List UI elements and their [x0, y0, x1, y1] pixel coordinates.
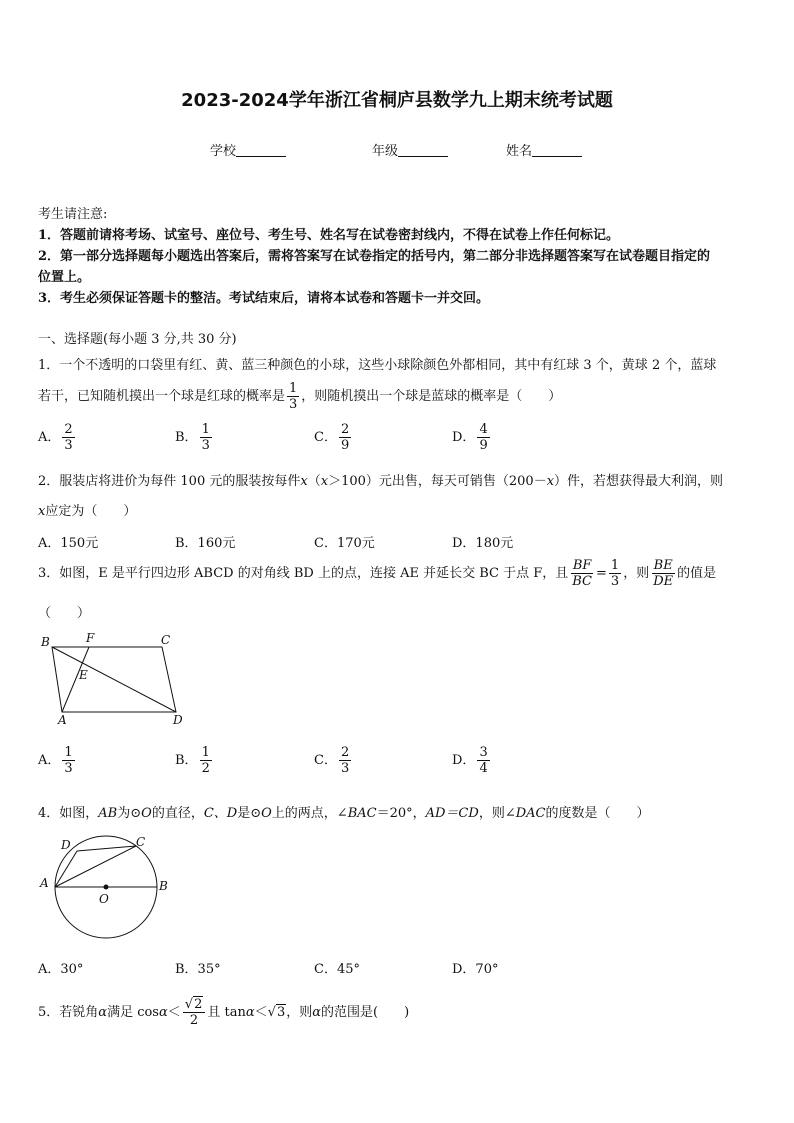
- frac-num: BF: [572, 558, 592, 573]
- frac-num: BE: [653, 558, 673, 573]
- notice-item-3: 3．考生必须保证答题卡的整洁。考试结束后，请将本试卷和答题卡一并交回。: [38, 291, 490, 306]
- q1-option-c[interactable]: [314, 422, 353, 453]
- option-label: D．: [452, 430, 476, 445]
- q4-var: AD＝CD: [425, 806, 479, 821]
- q1-option-a[interactable]: [38, 422, 77, 453]
- notice-heading: 考生请注意:: [38, 207, 108, 222]
- q4-text: 上的两点，∠: [271, 806, 348, 821]
- q5-line1: [38, 993, 409, 1033]
- q5-var: α: [98, 1005, 108, 1020]
- label-a: A: [58, 713, 67, 727]
- q3-option-c[interactable]: [314, 745, 353, 776]
- grade-field: [372, 140, 448, 159]
- frac-den: DE: [653, 574, 674, 589]
- school-field: [210, 140, 286, 159]
- q2-text: ＞100）元出售，每天可销售（200－: [328, 474, 547, 489]
- label-o: O: [99, 892, 109, 906]
- q3-option-d[interactable]: [452, 745, 492, 776]
- q5-var: α: [312, 1005, 322, 1020]
- option-label: A．: [38, 430, 61, 445]
- q2-var: x: [546, 474, 555, 489]
- frac-den: 3: [64, 761, 73, 776]
- q4-option-b[interactable]: B．35°: [175, 962, 221, 977]
- q4-circle-figure: [36, 832, 176, 944]
- q2-option-a[interactable]: A．150元: [38, 536, 99, 551]
- frac-num: 1: [201, 422, 210, 437]
- frac-num: 2: [340, 422, 350, 437]
- label-d: D: [173, 713, 183, 727]
- q4-option-c[interactable]: C．45°: [314, 962, 360, 977]
- q3-parallelogram-figure: [38, 628, 198, 728]
- q1-line2-text: 若干，已知随机摸出一个球是红球的概率是: [38, 389, 286, 404]
- q5-var: α: [158, 1005, 168, 1020]
- label-f: F: [86, 631, 95, 645]
- q3-text: 3．如图，E 是平行四边形 ABCD 的对角线 BD 上的点，连接 AE 并延长交 BC 于点 F，且: [38, 566, 569, 581]
- label-b: B: [159, 879, 168, 893]
- label-c: C: [161, 633, 171, 647]
- q4-text: 为⊙: [117, 806, 142, 821]
- frac-num: 1: [201, 745, 210, 760]
- option-label: B．: [175, 753, 198, 768]
- frac-den: 2: [201, 761, 210, 776]
- frac-den: 4: [479, 761, 488, 776]
- q1-fraction: [287, 381, 299, 412]
- frac-num: 4: [479, 422, 488, 437]
- frac-num: 1: [610, 558, 620, 573]
- q4-line1: [38, 802, 650, 821]
- q3-line2: （ ）: [38, 606, 91, 621]
- q1-option-d[interactable]: [452, 422, 492, 453]
- q4-text: 的直径，: [151, 806, 204, 821]
- frac-num: 3: [479, 745, 488, 760]
- option-label: A．: [38, 753, 61, 768]
- q4-option-a[interactable]: A．30°: [38, 962, 84, 977]
- option-fraction: [62, 745, 74, 776]
- school-label: 学校: [210, 144, 237, 159]
- option-fraction: [477, 745, 489, 776]
- frac-den: 3: [340, 761, 350, 776]
- q1-line2: [38, 380, 561, 414]
- option-label: C．: [314, 753, 337, 768]
- q1-line2-end: ，则随机摸出一个球是蓝球的概率是（ ）: [301, 389, 562, 404]
- q2-option-b[interactable]: B．160元: [175, 536, 236, 551]
- center-point: [104, 885, 109, 890]
- q5-text: ，则: [286, 1005, 313, 1020]
- q5-sqrt: √3: [267, 1005, 286, 1020]
- q2-var: x: [320, 474, 329, 489]
- diagonal-bd: [52, 647, 176, 712]
- q4-text: ，则∠: [478, 806, 516, 821]
- name-field: [506, 140, 582, 159]
- q2-text: ）件，若想获得最大利润，则: [554, 474, 724, 489]
- frac-den: 3: [64, 438, 73, 453]
- q2-var: x: [38, 504, 46, 519]
- page-title: 2023-2024学年浙江省桐庐县数学九上期末统考试题: [181, 90, 613, 111]
- label-e: E: [79, 668, 88, 682]
- q5-text: 且 tan: [207, 1005, 246, 1020]
- name-label: 姓名: [506, 144, 533, 159]
- option-label: B．: [175, 430, 198, 445]
- label-c: C: [136, 835, 146, 849]
- frac-den: 9: [340, 438, 350, 453]
- q5-text: ＜: [167, 1005, 181, 1020]
- grade-blank[interactable]: [398, 144, 448, 157]
- q2-option-d[interactable]: D．180元: [452, 536, 514, 551]
- frac-num: √2: [183, 997, 206, 1013]
- q4-var: BAC: [347, 806, 377, 821]
- grade-label: 年级: [372, 144, 399, 159]
- q2-var: x: [300, 474, 308, 489]
- section-heading: 一、选择题(每小题 3 分,共 30 分): [38, 332, 237, 347]
- frac-den: 2: [189, 1013, 199, 1028]
- q5-text: 的范围是( ): [321, 1005, 410, 1020]
- q3-frac-one-third: [609, 558, 621, 589]
- q1-frac-den: 3: [289, 397, 298, 412]
- frac-den: 9: [479, 438, 488, 453]
- q1-frac-num: 1: [289, 381, 298, 396]
- q3-line1: [38, 557, 716, 591]
- frac-num: 2: [64, 422, 73, 437]
- sqrt-radicand: 3: [276, 1005, 286, 1020]
- frac-num: 1: [64, 745, 73, 760]
- label-d: D: [61, 838, 71, 852]
- school-blank[interactable]: [236, 144, 286, 157]
- q2-text: 2．服装店将进价为每件 100 元的服装按每件: [38, 474, 301, 489]
- q4-text: 的度数是（ ）: [545, 806, 650, 821]
- option-fraction: [62, 422, 74, 453]
- frac-den: 3: [610, 574, 620, 589]
- q4-option-d[interactable]: D．70°: [452, 962, 499, 977]
- q4-text: ＝20°，: [376, 806, 426, 821]
- option-fraction: [200, 422, 212, 453]
- q2-line1: [38, 470, 723, 489]
- label-b: B: [41, 635, 50, 649]
- q4-var: DAC: [515, 806, 546, 821]
- notice-item-1: 1．答题前请将考场、试室号、座位号、考生号、姓名写在试卷密封线内，不得在试卷上作任何标记。: [38, 228, 620, 243]
- option-label: C．: [314, 430, 337, 445]
- q3-frac-be-de: [651, 558, 675, 589]
- sqrt-radicand: 2: [194, 997, 203, 1012]
- option-label: D．: [452, 753, 476, 768]
- q5-text: 满足 cos: [107, 1005, 159, 1020]
- option-fraction: [477, 422, 489, 453]
- option-fraction: [200, 745, 212, 776]
- q3-frac-bf-bc: [570, 558, 594, 589]
- frac-den: BC: [572, 574, 593, 589]
- q1-line1: 1．一个不透明的口袋里有红、黄、蓝三种颜色的小球，这些小球除颜色外都相同，其中有红球 3 个，黄球 2 个，蓝球: [38, 358, 717, 373]
- q2-text: （: [307, 474, 321, 489]
- q5-text: ＜: [254, 1005, 268, 1020]
- frac-num: 2: [340, 745, 350, 760]
- q4-var: C、D: [203, 806, 238, 821]
- q3-eq: =: [596, 566, 607, 581]
- option-fraction: [339, 745, 351, 776]
- notice-item-2: 2．第一部分选择题每小题选出答案后，需将答案写在试卷指定的括号内，第二部分非选择题答案写在试卷题目指定的: [38, 249, 711, 264]
- q1-option-b[interactable]: [175, 422, 214, 453]
- label-a: A: [40, 876, 49, 890]
- q3-option-a[interactable]: [38, 745, 77, 776]
- option-fraction: [339, 422, 351, 453]
- q2-line2: [38, 500, 136, 519]
- q3-option-b[interactable]: [175, 745, 214, 776]
- q4-var: O: [141, 806, 152, 821]
- q5-var: α: [245, 1005, 255, 1020]
- q4-var: O: [261, 806, 272, 821]
- q5-text: 5．若锐角: [38, 1005, 99, 1020]
- name-blank[interactable]: [532, 144, 582, 157]
- frac-den: 3: [201, 438, 210, 453]
- q3-text: 的值是: [677, 566, 717, 581]
- q5-fraction: [183, 997, 206, 1028]
- q2-option-c[interactable]: C．170元: [314, 536, 375, 551]
- q4-text: 4．如图，: [38, 806, 99, 821]
- q3-text: ，则: [623, 566, 650, 581]
- q2-text: 应定为（ ）: [45, 504, 137, 519]
- q4-var: AB: [98, 806, 118, 821]
- notice-item-2-cont: 位置上。: [38, 270, 91, 285]
- q4-text: 是⊙: [237, 806, 262, 821]
